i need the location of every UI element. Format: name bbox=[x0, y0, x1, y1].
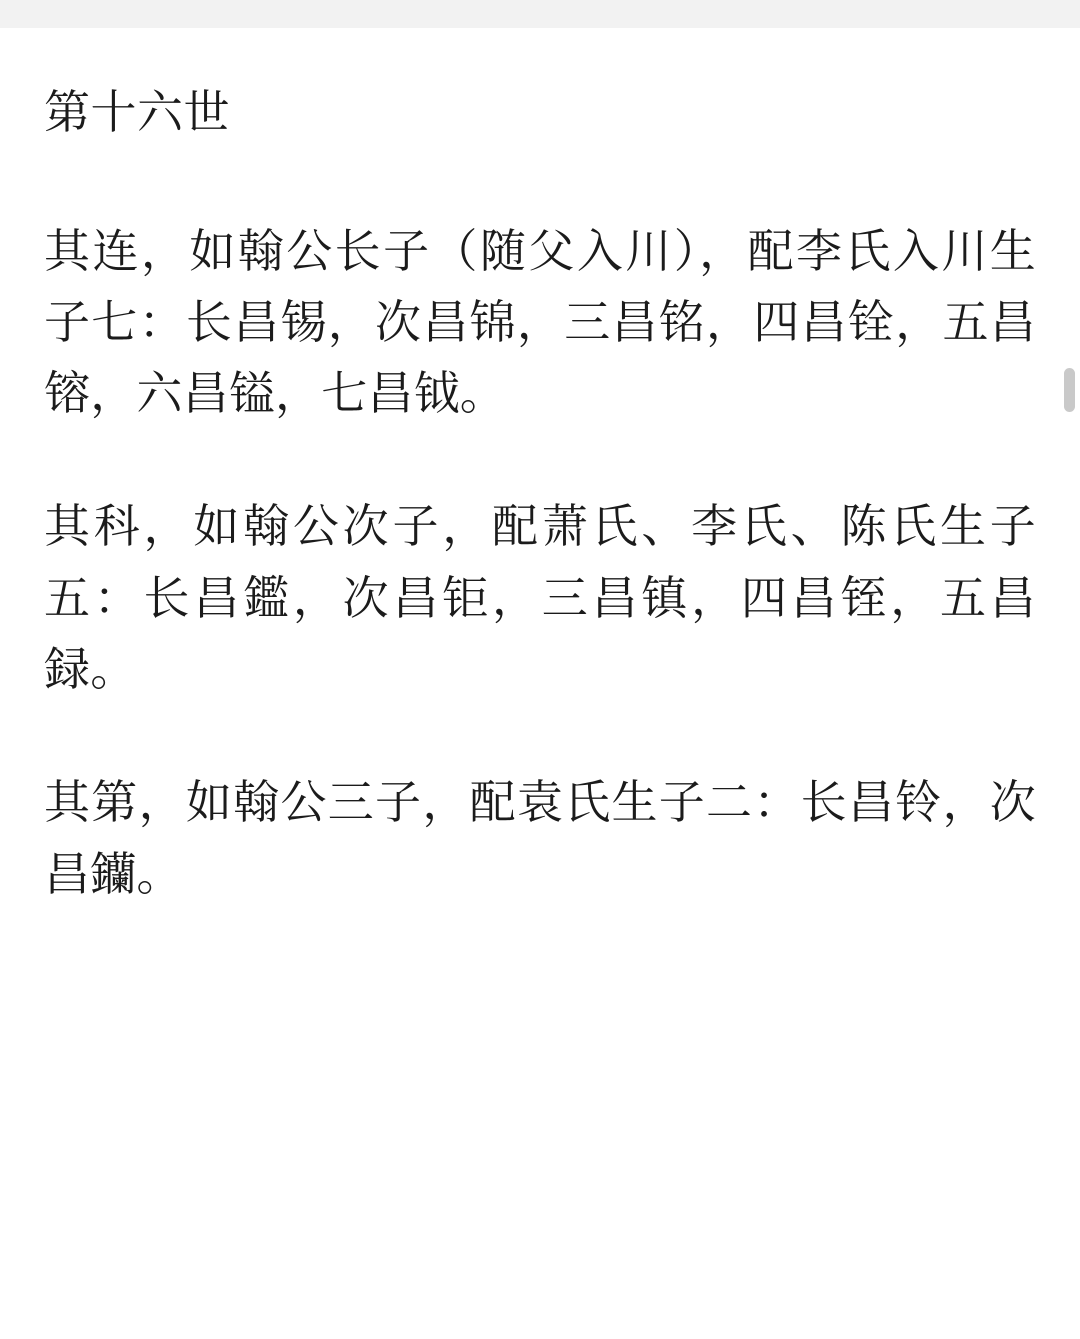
document-body bbox=[0, 28, 1080, 1339]
page-title: 第十六世 bbox=[44, 86, 230, 138]
status-bar bbox=[0, 0, 1080, 28]
paragraph-2: 其科，如翰公次子，配萧氏、李氏、陈氏生子五：长昌鑑，次昌钜，三昌镇，四昌铚，五昌録。 bbox=[44, 500, 1036, 695]
paragraph-3: 其第，如翰公三子，配袁氏生子二：长昌铃，次昌钄。 bbox=[44, 776, 1036, 900]
paragraph-1: 其连，如翰公长子（随父入川），配李氏入川生子七：长昌锡，次昌锦，三昌铭，四昌铨，五昌镕，六昌镒，七昌钺。 bbox=[44, 224, 1036, 420]
vertical-scrollbar-thumb[interactable] bbox=[1064, 368, 1075, 412]
